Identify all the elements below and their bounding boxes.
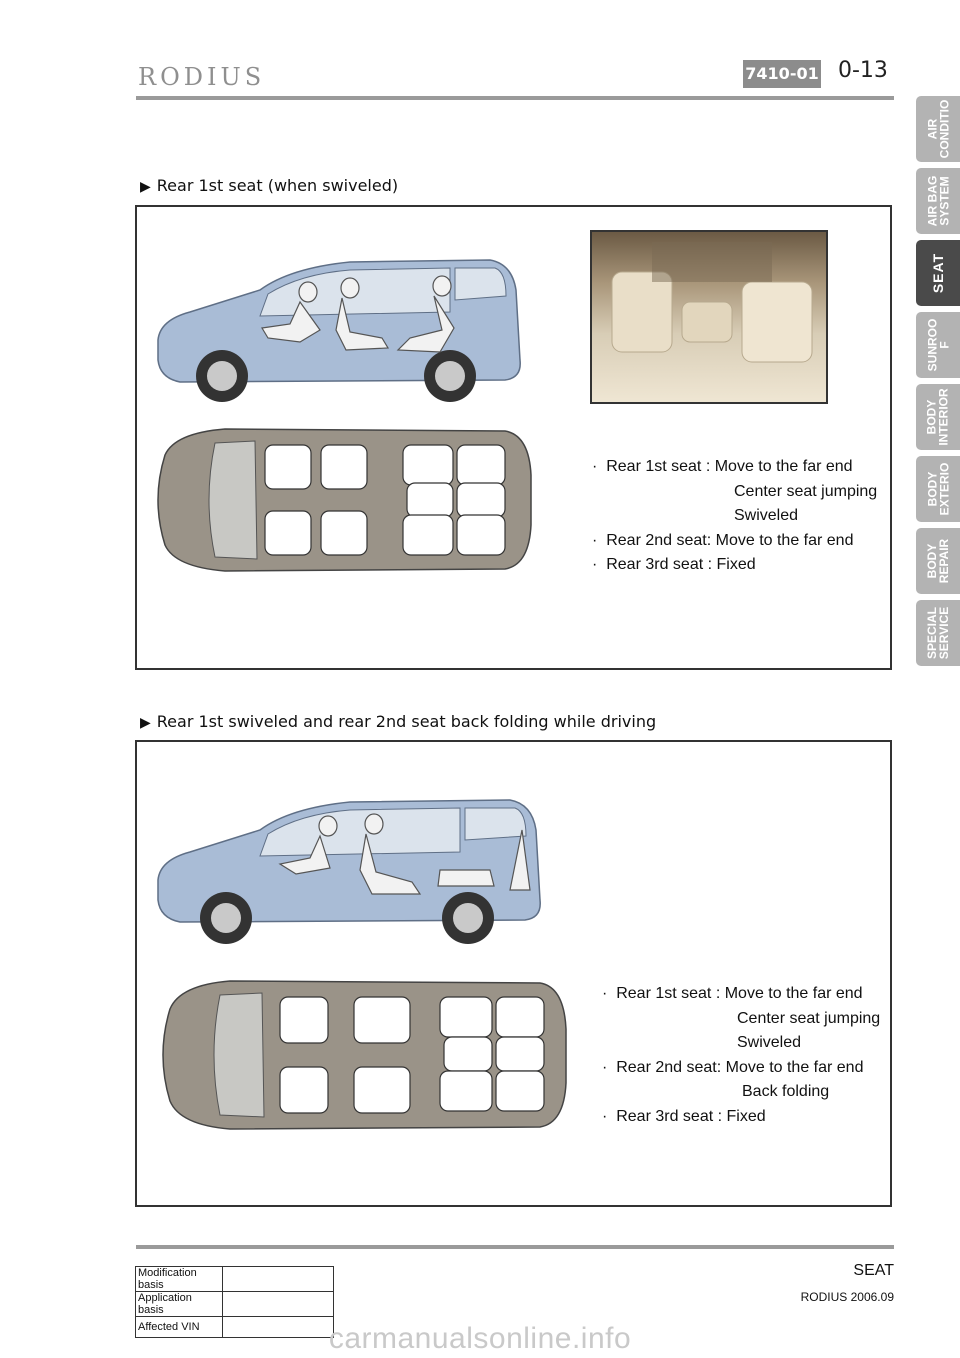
header-rule — [136, 96, 894, 100]
tab-label: BODY EXTERIO — [925, 462, 951, 516]
footer-rule — [136, 1245, 894, 1249]
note-line: Swiveled — [737, 1034, 802, 1051]
note-line: · Rear 2nd seat: Move to the far end — [602, 1058, 864, 1076]
tab-label: BODY REPAIR — [925, 538, 952, 584]
footer-section-name: SEAT — [853, 1262, 894, 1279]
watermark: carmanualsonline.info — [328, 1322, 632, 1355]
tab-body-repair[interactable] — [916, 528, 960, 594]
table-row — [136, 1292, 334, 1317]
note-line: Back folding — [742, 1083, 830, 1100]
table-label: Application basis — [136, 1292, 223, 1317]
car-side-view-illustration — [150, 250, 540, 410]
car-top-view-illustration — [150, 965, 570, 1145]
tab-label: SUNROO F — [925, 318, 952, 372]
tab-air-bag-system[interactable] — [916, 168, 960, 234]
tab-label: SEAT — [930, 252, 946, 294]
brand-logo: RODIUS — [138, 63, 266, 91]
table-label: Affected VIN — [136, 1317, 223, 1338]
tab-body-interior[interactable] — [916, 384, 960, 450]
section-1-notes — [592, 455, 877, 578]
note-line: Center seat jumping — [734, 482, 878, 500]
triangle-bullet-icon: ▶ — [140, 715, 151, 731]
table-value — [223, 1267, 334, 1292]
car-side-view-illustration — [150, 790, 560, 950]
doc-code-badge: 7410-01 — [743, 60, 821, 88]
tab-special-service[interactable] — [916, 600, 960, 666]
table-label: Modification basis — [136, 1267, 223, 1292]
note-line: · Rear 3rd seat : Fixed — [592, 556, 756, 573]
tab-label: AIR BAG SYSTEM — [925, 175, 952, 227]
tab-label: BODY INTERIOR — [925, 388, 951, 446]
note-line: · Rear 3rd seat : Fixed — [602, 1107, 766, 1125]
page-number: 0-13 — [838, 58, 888, 83]
footer-model-date: RODIUS 2006.09 — [800, 1290, 894, 1304]
interior-photo — [590, 230, 828, 404]
note-line: Swiveled — [734, 507, 799, 524]
car-top-view-illustration — [145, 415, 535, 585]
section-2-notes — [602, 982, 880, 1129]
tab-seat[interactable] — [916, 240, 960, 306]
interior-seats-illustration — [592, 232, 826, 402]
tab-air-conditioning[interactable] — [916, 96, 960, 162]
section-1-title: ▶ Rear 1st seat (when swiveled) — [140, 176, 399, 195]
note-line: · Rear 1st seat : Move to the far end — [592, 458, 853, 475]
table-value — [223, 1292, 334, 1317]
note-line: · Rear 2nd seat: Move to the far end — [592, 531, 854, 549]
tab-body-exterior[interactable] — [916, 456, 960, 522]
section-2-title: ▶ Rear 1st swiveled and rear 2nd seat back folding while driving — [140, 712, 657, 731]
tab-sunroof[interactable] — [916, 312, 960, 378]
triangle-bullet-icon: ▶ — [140, 179, 151, 195]
table-row — [136, 1267, 334, 1292]
note-line: Center seat jumping — [737, 1009, 881, 1027]
tab-label: AIR CONDITIO — [925, 99, 952, 159]
tab-label: SPECIAL SERVICE — [925, 606, 951, 660]
note-line: · Rear 1st seat : Move to the far end — [602, 985, 863, 1002]
